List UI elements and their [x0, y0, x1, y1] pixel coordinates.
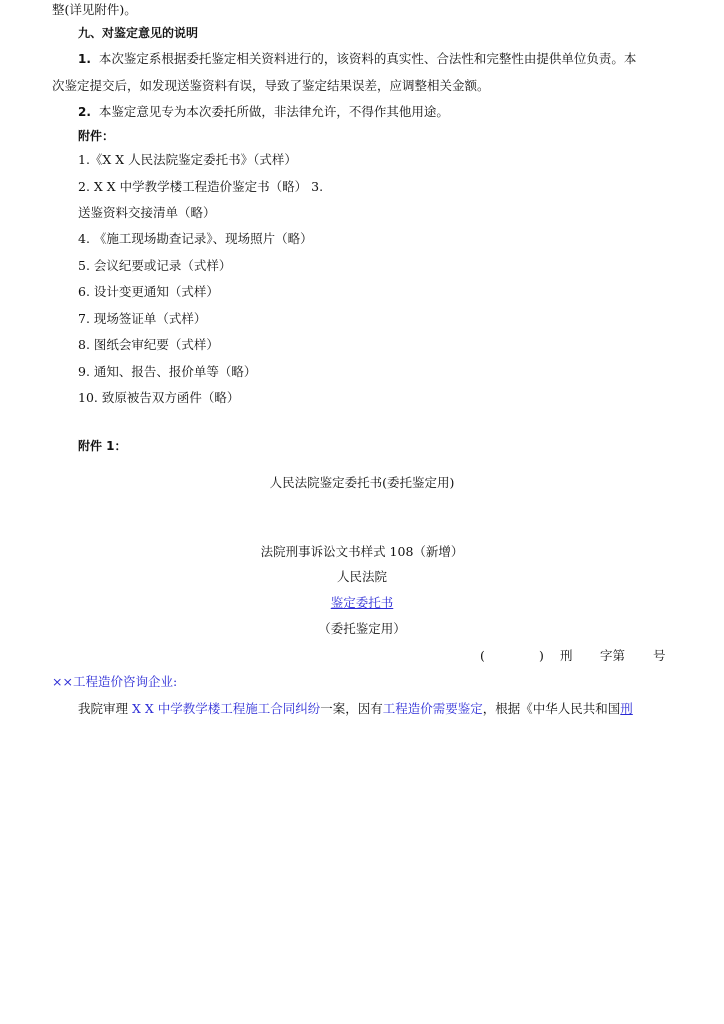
document-title: 人民法院鉴定委托书(委托鉴定用): [269, 475, 455, 490]
attachment-item: 1.《X X 人民法院鉴定委托书》（式样）: [78, 152, 297, 167]
continued-text: 整(详见附件)。: [52, 2, 137, 17]
attachment-item: 9. 通知、报告、报价单等（略）: [78, 364, 257, 379]
body-paragraph: [78, 701, 633, 717]
case-number-hao: 号: [653, 648, 666, 663]
attachment-item: 7. 现场签证单（式样）: [78, 311, 207, 326]
section-heading: 九、对鉴定意见的说明: [78, 26, 199, 40]
body-text: 一案，因有: [320, 701, 383, 716]
case-number-close: ): [539, 648, 544, 663]
attachment-item: 5. 会议纪要或记录（式样）: [78, 258, 232, 273]
form-reference: 法院刑事诉讼文书样式 108（新增）: [260, 544, 464, 559]
body-text: 我院审理: [78, 701, 132, 716]
paragraph-1-text-a: 本次鉴定系根据委托鉴定相关资料进行的，该资料的真实性、合法性和完整性由提供单位负责。本: [98, 51, 637, 66]
attachment-item: 4. 《施工现场勘查记录》、现场照片（略）: [78, 231, 313, 246]
case-number-open: (: [480, 648, 485, 663]
body-text: ，根据《中华人民共和国: [482, 701, 621, 716]
appraisal-reason: 工程造价需要鉴定: [382, 701, 483, 716]
attachment-item: 2. X X 中学教学楼工程造价鉴定书（略） 3.: [78, 179, 324, 194]
attachment-item: 8. 图纸会审纪要（式样）: [78, 337, 219, 352]
addressee: ××工程造价咨询企业:: [52, 674, 178, 689]
annex-1-label: 附件 1：: [78, 439, 127, 453]
law-link[interactable]: 刑: [620, 701, 633, 716]
case-name: X X 中学教学楼工程施工合同纠纷: [131, 701, 321, 716]
attachment-item: 6. 设计变更通知（式样）: [78, 284, 219, 299]
attachments-label: 附件：: [78, 129, 115, 143]
item-number-2: 2.: [78, 105, 91, 119]
document-purpose: （委托鉴定用）: [318, 621, 406, 636]
paragraph-1-line-2: 次鉴定提交后，如发现送鉴资料有误，导致了鉴定结果误差，应调整相关金额。: [52, 78, 490, 93]
attachment-item: 10. 致原被告双方函件（略）: [78, 390, 240, 405]
attachment-item: 送鉴资料交接清单（略）: [78, 205, 216, 220]
paragraph-2: [78, 104, 449, 120]
item-number-1: 1.: [78, 52, 91, 66]
case-number-zi: 字第: [600, 648, 626, 663]
document-name-link[interactable]: 鉴定委托书: [330, 595, 394, 610]
paragraph-2-text: 本鉴定意见专为本次委托所做，非法律允许，不得作其他用途。: [98, 104, 449, 119]
court-name: 人民法院: [336, 569, 387, 584]
case-type: 刑: [560, 648, 573, 663]
paragraph-1-line-1: [78, 51, 636, 67]
